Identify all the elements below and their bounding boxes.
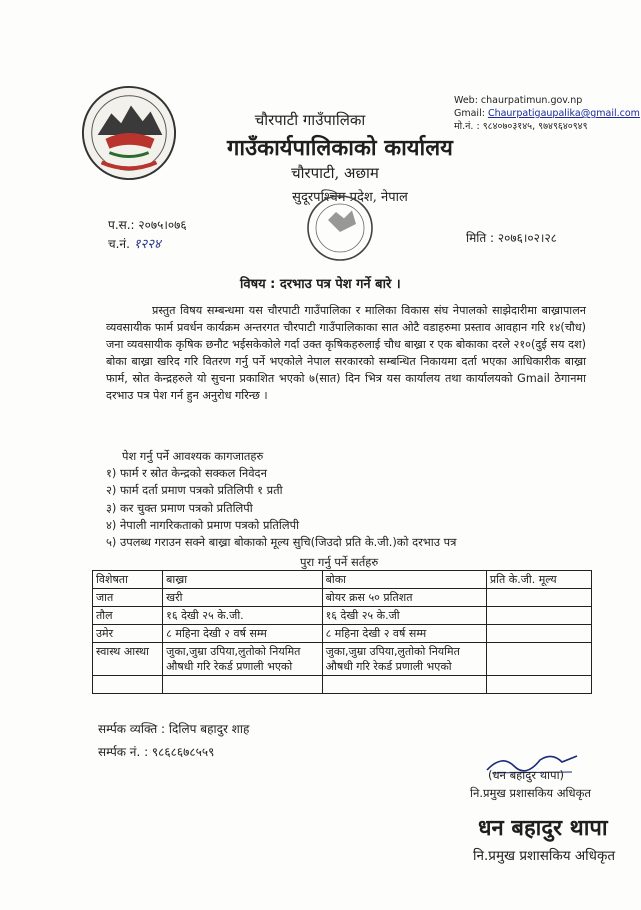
office-stamp-icon [300, 188, 380, 268]
cn-value: १२२४ [133, 237, 161, 252]
ps-value: २०७५।०७६ [138, 218, 187, 232]
table-cell: तौल [93, 607, 163, 625]
cn-label: च.नं. [108, 237, 134, 251]
conditions-table [92, 570, 592, 694]
conditions-title: पुरा गर्नु पर्ने सर्तहरु [300, 555, 379, 569]
contact-info [454, 94, 640, 133]
requirement-item: ३) कर चुक्त प्रमाण पत्रको प्रतिलिपी [106, 500, 253, 515]
contact-number: सर्म्पक नं. : ९८६८६७८५५९ [98, 745, 215, 759]
table-cell: स्वास्थ आस्था [93, 643, 163, 676]
table-cell [486, 625, 591, 643]
table-cell: १६ देखी २५ के.जी. [163, 607, 322, 625]
table-row [93, 643, 592, 676]
table-cell: जुका,जुम्रा उपिया,लुतोको नियमित औषधी गरि रेकर्ड प्रणाली भएको [163, 643, 322, 676]
table-header: विशेषता [93, 571, 163, 589]
stamp-name: धन बहादुर थापा [478, 815, 608, 841]
table-row [93, 676, 592, 694]
table-header: प्रति के.जी. मूल्य [486, 571, 591, 589]
table-cell [486, 607, 591, 625]
table-cell [486, 643, 591, 676]
body-text: प्रस्तुत विषय सम्बन्धमा यस चौरपाटी गाउँपालिका र मालिका विकास संघ नेपालको साझेदारीमा बाख्रापालन व्यवसायीक फार्म प्रवर्धन कार्यक्रम अन्तरगत चौरपाटी गाउँपालिकाका सात ओटै वडाहरुमा प्रस्ताव आवहान गरि १४(चौध) जना व्यवसायीक कृषिक छनौट भईसकेकोले गर्दा उक्त कृषिकहरुलाई चौध बाख्रा र एक बोकाका दरले २१०(दुई सय दश) बोका बाख्रा खरिद गरि वितरण गर्नु पर्ने भएकोले नेपाल सरकारको सम्बन्धित निकायमा दर्ता भएका आधिकारीक बाख्रा फार्म, स्रोत केन्द्रहरुले यो सुचना प्रकाशित भएको ७(सात) दिन भित्र यस कार्यालय तथा कार्यालयको Gmail ठेगानमा दरभाउ पत्र पेश गर्न हुन अनुरोध गरिन्छ । [106, 304, 586, 402]
signatory-title: नि.प्रमुख प्रशासकिय अधिकृत [470, 786, 591, 800]
office-province: सुदूरपश्चिम प्रदेश, नेपाल [292, 190, 408, 205]
requirement-item: २) फार्म दर्ता प्रमाण पत्रको प्रतिलिपी १ प्रती [106, 483, 283, 498]
nepal-emblem-icon [80, 84, 178, 182]
municipality-name: चौरपाटी गाउँपालिका [254, 111, 366, 129]
gmail-label: Gmail: [454, 108, 488, 119]
table-cell: १६ देखी २५ के.जी [322, 607, 486, 625]
table-cell: ८ महिना देखी २ वर्ष सम्म [163, 625, 322, 643]
cn-number [108, 234, 161, 252]
body-paragraph [106, 302, 586, 404]
requirement-item: ५) उपलब्ध गराउन सक्ने बाख्रा बोकाको मूल्य सुचि(जिउदो प्रति के.जी.)को दरभाउ पत्र [106, 535, 457, 550]
table-cell [486, 676, 591, 694]
gmail-link[interactable]: Chaurpatigaupalika@gmail.com [487, 108, 640, 119]
table-cell: जुका,जुम्रा उपिया,लुतोको नियमित औषधी गरि रेकर्ड प्रणाली भएको [322, 643, 486, 676]
table-cell: जात [93, 589, 163, 607]
ps-number [108, 216, 187, 233]
table-row [93, 625, 592, 643]
table-header: बाख्रा [163, 571, 322, 589]
table-cell [163, 676, 322, 694]
table-row [93, 607, 592, 625]
table-cell [486, 589, 591, 607]
table-cell [93, 676, 163, 694]
office-title: गाउँकार्यपालिकाको कार्यालय [227, 135, 453, 161]
signatory-name: (धन बहादुर थापा) [488, 768, 565, 782]
phone-text: मो.नं. : ९८४०७०३१४५, ९७४९६४०९४९ [454, 121, 588, 132]
requirement-item: १) फार्म र स्रोत केन्द्रको सक्कल निवेदन [106, 466, 267, 481]
gmail-line [454, 107, 640, 120]
table-cell [322, 676, 486, 694]
contact-person: सर्म्पक व्यक्ति : दिलिप बहादुर शाह [98, 722, 250, 736]
office-place: चौरपाटी, अछाम [291, 164, 379, 182]
ps-label: प.स.: [108, 218, 139, 232]
letter-date: मिति : २०७६।०२।२८ [466, 231, 557, 245]
table-cell: ८ महिना देखी २ वर्ष सम्म [322, 625, 486, 643]
requirements-list [106, 448, 456, 551]
subject-line: विषय : दरभाउ पत्र पेश गर्ने बारे । [240, 277, 401, 292]
requirement-item: ४) नेपाली नागरिकताको प्रमाण पत्रको प्रतिलिपी [106, 517, 300, 532]
requirements-heading: पेश गर्नु पर्ने आवश्यक कागजातहरु [122, 449, 264, 463]
stamp-title: नि.प्रमुख प्रशासकिय अधिकृत [473, 848, 616, 864]
table-header: बोका [322, 571, 486, 589]
table-cell: बोयर क्रस ५० प्रतिशत [322, 589, 486, 607]
table-cell: उमेर [93, 625, 163, 643]
table-cell: खरी [163, 589, 322, 607]
website-text: Web: chaurpatimun.gov.np [454, 95, 583, 106]
table-header-row [93, 571, 592, 589]
table-row [93, 589, 592, 607]
